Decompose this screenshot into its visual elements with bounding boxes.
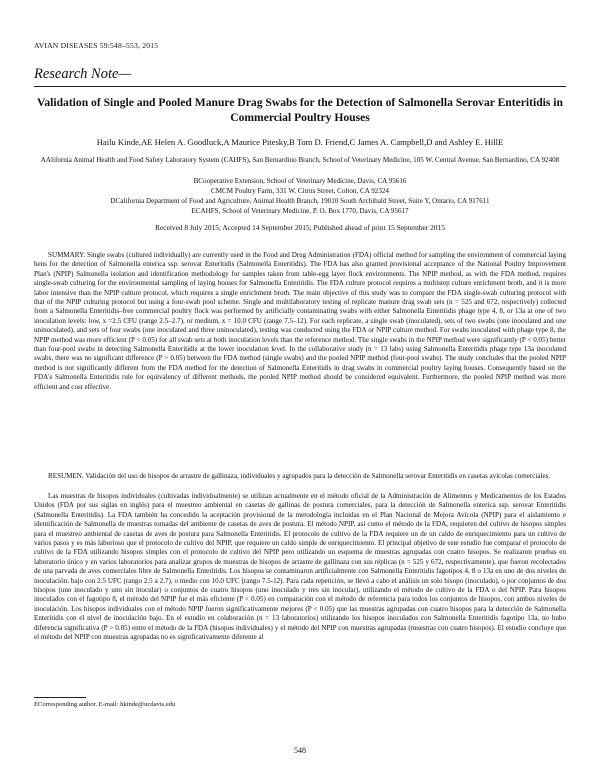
resumen-body: Las muestras de hisopos individuales (cultivadas individualmente) se utilizan actualmente en el método oficial de la Administración de Alimentos y Medicamentos de los Estados Unidos (FDA por sus siglas en inglés) para el muestreo ambiental en casetas de gallinas de postura comerciales, para la detección de Salmonella enterica ssp. serovar Enteritidis (Salmonella Enteritidis). La FDA también ha concedido la aceptación provisional de la metodología incluidas en el Plan Nacional de Mejora Avícola (NPIP) para el aislamiento e identificación de Salmonella de muestras tomadas del ambiente de casetas de aves de postura. El método NPIP, así como el método de la FDA, requieren del cultivo de hisopos simples para el muestreo ambiental de casetas de aves de postura para Salmonella Enteritidis. El protocolo de cultivo de la FDA requiere un de un caldo de enriquecimiento para un cultivo de varios pasos y es más laborioso que el protocolo de cultivo del NPIP, que requiere un caldo simple de enriquecimiento. El principal objetivo de este estudio fue comparar el protocolo de cultivo de la FDA utilizando hisopos simples con el protocolo de cultivo del NPIP pero utilizando un esquema de muestras agrupadas con cuatro hisopos. Se realizaron pruebas en laboratorio único y en varios laboratorios para analizar grupos de muestras de hisopos de arrastre de gallinaza con sus réplicas (n = 525 y 672, respectivamente), que fueron recolectados de una parvada de aves comerciales libre de Salmonella Enteritidis. Los hisopos se contaminaron artificialmente con Salmonella Enteritidis fagotipos 4, 8 o 13a en uno de dos niveles de inoculación: bajo con 2.5 UFC (rango 2.5 a 2.7), o medio con 10.0 UFC (rango 7.5-12). Para cada repetición, se llevó a cabo el análisis un solo hisopo (inoculado), o por conjuntos de dos hisopos (uno inoculado y uno sin inocular) o conjuntos de cuatro hisopos (uno inoculado y tres sin inocular), utilizando el método de cultivo de la FDA o del NPIP. Para hisopos inoculados con el fagotipo 8, el método del NPIP fue el más eficiente (P < 0.05) en comparación con el método de referencia para todos los conjuntos de hisopos, con ambos niveles de inoculación. Los hisopos individuales con el método NPIP fueron significativamente mejores (P < 0.05) que las muestras agrupadas con cuatro hisopos para la detección de Salmonella Enteritidis con el nivel de inoculación bajo. En el estudio en colaboración (n = 13 laboratorios) utilizando los hisopos inoculados con Salmonella Enteritidis fagotipo 13a, no hubo diferencia significativa (P > 0.05) entre el método de la FDA (hisopos individuales) y el método del NPIP con muestras agrupadas (muestras con cuatro hisopos). El estudio concluye que el método del NPIP con muestras agrupadas no es significativamente diferente al <box>34 492 566 642</box>
summary-abstract: SUMMARY. Single swabs (cultured individually) are currently used in the Food and Drug Administration (FDA) official method for sampling the environment of commercial laying hens for the detection of Salmonella enterica ssp. serovar Enteritidis (Salmonella Enteritidis). The FDA has also granted provisional acceptance of the National Poultry Improvement Plan's (NPIP) Salmonella isolation and identification methodology for samples taken from table-egg layer flock environments. The NPIP method, as with the FDA method, requires single-swab culturing for the environmental sampling of laying houses for Salmonella Enteritidis. The FDA culture protocol requires a multistep culture enrichment broth, and it is more labor intensive than the NPIP culture protocol, which requires a single enrichment broth. The main objective of this study was to compare the FDA single-swab culturing protocol with that of the NPIP culturing protocol but using a four-swab pool scheme. Single and multilaboratory testing of replicate manure drag swab sets (n = 525 and 672, respectively) collected from a Salmonella Enteritidis–free commercial poultry flock was performed by artificially contaminating swabs with either Salmonella Enteritidis phage type 4, 8, or 13a at one of two inoculation levels: low, x =2.5 CFU (range 2.5–2.7), or medium, x = 10.0 CFU (range 7.5–12). For each replicate, a single swab (inoculated), sets of two swabs (one inoculated and one uninoculated), and sets of four swabs (one inoculated and three uninoculated), testing was conducted using the FDA or NPIP culture method. For swabs inoculated with phage type 8, the NPIP method was more efficient (P < 0.05) for all swab sets at both inoculation levels than the reference method. The single swabs in the NPIP method were significantly (P < 0.05) better than four-pool swabs in detecting Salmonella Enteritidis at the lower inoculation level. In the collaborative study (n = 13 labs) using Salmonella Enteritidis phage type 13a inoculated swabs, there was no significant difference (P > 0.05) between the FDA method (single swabs) and the pooled NPIP method (four-pool swabs). The study concludes that the pooled NPIP method is not significantly different from the FDA method for the detection of Salmonella Enteritidis in drag swabs in commercial poultry laying houses. Consequently based on the FDA's Salmonella Enteritidis rule for equivalency of different methods, the pooled NPIP method should be considered equivalent. Furthermore, the pooled NPIP method was more efficient and cost effective. <box>34 251 566 391</box>
header-divider <box>34 86 566 87</box>
page-number: 548 <box>294 746 306 755</box>
corresponding-author-footnote: ECorresponding author. E-mail: hkinde@ucdavis.edu <box>34 701 176 708</box>
author-list: Hailu Kinde,AE Helen A. Goodluck,A Maurice Pitesky,B Tom D. Friend,C James A. Campbell,D and Ashley E. HillE <box>96 137 504 147</box>
section-label: Research Note— <box>34 66 132 82</box>
affiliation-d: DCalifornia Department of Food and Agriculture, Animal Health Branch, 19010 South Archibald Street, Suite Y, Ontario, CA 917611 <box>110 197 490 205</box>
article-title: Validation of Single and Pooled Manure Drag Swabs for the Detection of Salmonella Serovar Enteritidis in Commercial Poultry Houses <box>37 96 563 124</box>
resumen-heading-paragraph: RESUMEN. Validación del uso de hisopos de arrastre de gallinaza, individuales y agrupados para la detección de Salmonella serovar Enteritidis en casetas avícolas comerciales. <box>48 472 551 480</box>
affiliation-b: BCooperative Extension, School of Veterinary Medicine, Davis, CA 95616 <box>193 177 407 185</box>
affiliation-c: CMCM Poultry Farm, 331 W. Citrus Street, Colton, CA 92324 <box>211 187 389 195</box>
journal-reference: AVIAN DISEASES 59:548–553, 2015 <box>34 41 159 50</box>
affiliation-e: ECAHFS, School of Veterinary Medicine, P. O. Box 1770, Davis, CA 95617 <box>191 207 409 215</box>
affiliation-a: AAlifornia Animal Health and Food Safety Laboratory System (CAHFS), San Bernardino Branch, School of Veterinary Medicine, 105 W. Central Avenue, San Bernardino, CA 92408 <box>40 156 560 164</box>
footnote-divider <box>34 697 86 698</box>
publication-dates: Received 8 July 2015; Accepted 14 September 2015; Published ahead of print 15 September 2015 <box>155 223 445 232</box>
